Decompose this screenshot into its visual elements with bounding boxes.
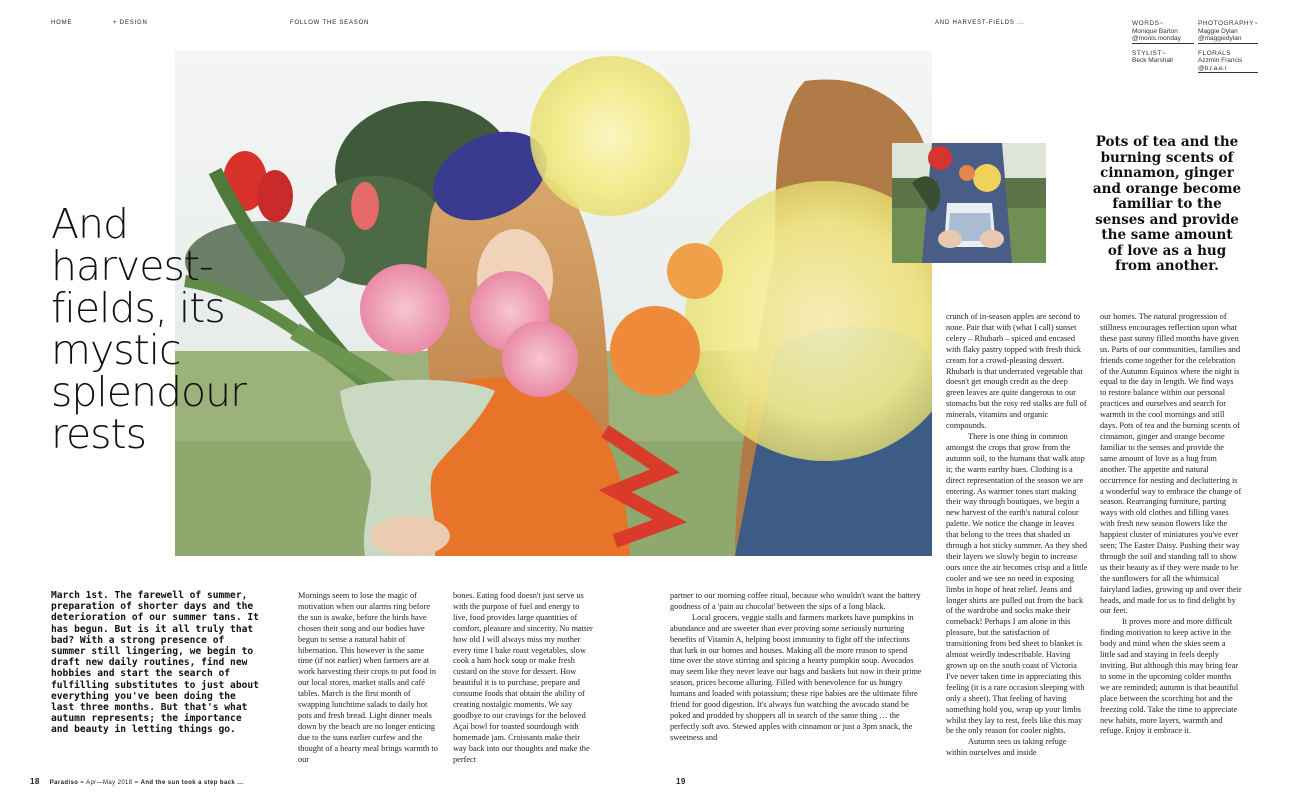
paragraph: It proves more and more difficult finding motivation to keep active in the body and mind when the skies seem a little sad and staying in feels deeply inviting. But although this may bring fear to some in the upcoming colder months we are reminded; autumn is that beautiful place between the scorching hot and the freezing cold. Take the time to appreciate new habits, more layers, warmth and refuge. Enjoy it embrace it. bbox=[1100, 617, 1239, 736]
main-photo bbox=[175, 51, 932, 556]
stylist-name: Beck Marshall bbox=[1132, 57, 1173, 64]
paragraph: Mornings seem to lose the magic of motivation when our alarms ring before the sun is awake, before the birds have chosen their song and our bodies have begun to sense a natural habit of hibernation. This however is the same time (if not earlier) when farmers are at work harvesting their crops to put food in our local stores, market stalls and café tables. March is the first month of swapping lunchtime salads to daily hot pots and fresh bread. Light dinner meals down by the beach are no longer enticing due to the suns earlier curfew and the thought of a hearty meal brings warmth to our bbox=[298, 591, 438, 764]
nav-series: FOLLOW THE SEASON bbox=[290, 20, 370, 26]
headline-line: splendour bbox=[51, 368, 246, 416]
headline bbox=[51, 200, 281, 458]
paragraph: Autumn sees us taking refuge within ourselves and inside bbox=[946, 737, 1067, 758]
headline-line: fields, its bbox=[51, 284, 225, 332]
paragraph: our homes. The natural progression of stillness encourages reflection upon what these past sunny filled months have given us. Parts of our communities, families and friends come together for the celebration of the Autumn Equinox where the night is equal to the day in length. We find ways to restore balance within our personal practices and ourselves and search for warmth in the cool mornings and still days. Pots of tea and the burning scents of cinnamon, ginger and orange become familiar to the senses and provide the same amount of love as a hug from another. The appetite and natural occurrence for nesting and decluttering is a wonderful way to embrace the change of season. Rearranging furniture, parting ways with old clothes and filling vases with fresh new season flowers like the happiest cluster of miniatures you've ever seen; The Easter Daisy. Pushing their way through the soil and standing tall to show us their beauty as if they were made to be the sunflowers for all the whimsical fairyland ladies, growing up and over their heads, and made for us to find delight by our feet. bbox=[1100, 312, 1242, 616]
stylist-label: STYLIST~ bbox=[1132, 49, 1167, 57]
words-name: Monique Barton bbox=[1132, 27, 1178, 35]
nav-home[interactable]: HOME bbox=[51, 20, 73, 26]
body-column-3 bbox=[670, 591, 923, 744]
body-column-4 bbox=[946, 312, 1088, 759]
words-label: WORDS~ bbox=[1132, 20, 1164, 27]
page-number-right: 19 bbox=[676, 777, 686, 786]
lead-paragraph: March 1st. The farewell of summer, preparation of shorter days and the deterioration of our summer tans. It has begun. But is it all truly that bad? With a strong presence of summer still lingering, we begin to draft new daily routines, find new hobbies and start the search of fulfilling substitutes to just about everything you've been doing the last three months. But that's what autumn represents; the importance and beauty in letting things go. bbox=[51, 590, 259, 736]
paragraph: crunch of in-season apples are second to none. Pair that with (what I call) sunset celery – Rhubarb – spiced and encased with flaky pastry topped with fresh thick cream for a crowd-pleasing dessert. Rhubarb is that underrated vegetable that doesn't get enough credit as the deep green leaves are quite dangerous to our stomachs but the rosy red stalks are full of minerals, vitamins and organic compounds. bbox=[946, 312, 1087, 431]
pull-quote: Pots of tea and the burning scents of cinnamon, ginger and orange become familiar to the senses and provide the same amount of love as a hug from another. bbox=[1092, 134, 1242, 274]
paragraph: bones. Eating food doesn't just serve us with the purpose of fuel and energy to live, food provides large quantities of comfort, pleasure and sincerity. No matter how old I will always miss my mother every time I bake roast vegetables, slow cook a ham hock soup or make fresh custard on the stove for dessert. How beautiful it is to purchase, prepare and consume foods that obtain the ability of creating nostalgic moments. We say goodbye to our cravings for the beloved Açaí bowl for toasted sourdough with homemade jam. Croissants make their way back into our thoughts and make the perfect bbox=[453, 591, 593, 764]
magazine-name: Paradiso bbox=[49, 780, 79, 786]
paragraph: Local grocers, veggie stalls and farmers markets have pumpkins in abundance and are sweeter than ever proving some seriously nurturing benefits of Vitamin A, helping boost immunity to fight off the infections that lurk in our homes and houses. Making all the more reason to spend time over the stove stirring and spicing a hearty pumpkin soup. Avocados may seem like they never leave our bags and baskets but now in their prime season, prices become alluring. Filled with benevolence for us hungry humans and loaded with potassium; these ripe babies are the ultimate fibre friend for good digestion. It's always fun watching the avocado stand be poked and prodded by shoppers all in search of the same thing … the perfectly soft avo. Stewed apples with cinnamon or just a 3pm snack, the sweetness and bbox=[670, 612, 922, 742]
body-column-2 bbox=[453, 591, 595, 766]
headline-line: harvest- bbox=[51, 242, 213, 290]
issue-date: Apr—May 2018 bbox=[86, 780, 133, 786]
paragraph: There is one thing in common amongst the crops that grow from the autumn soil, to the humans that walk atop it; the warm earthy hues. Clothing is a direct representation of the season we are entering. As warmer tones start making their way through boutiques, we begin a new harvest of the earth's natural colour palette. We notice the change in leaves that belong to the trees that shaded us through a hot sticky summer. As they shed their layers we slowly begin to increase ours once the air becomes crisp and a little cooler and we see no need in exposing limbs in hope of heat relief. Jeans and longer shirts are pulled out from the back of the wardrobe and socks make their comeback! Perhaps I am alone in this pleasure, but the satisfaction of transitioning from bed sheet to blanket is almost weirdly indescribable. Having grown up on the south coast of Victoria I've never taken time in appreciating this feeling (it is a rare occasion sleeping with only a sheet). That feeling of having something hold you, wrap up your limbs whilst they lay to rest, feels like this may be the only reason for cooler nights. bbox=[946, 431, 1088, 736]
photo-label: PHOTOGRAPHY~ bbox=[1198, 20, 1259, 27]
headline-line: rests bbox=[51, 410, 146, 458]
body-column-5 bbox=[1100, 312, 1242, 737]
body-column-1 bbox=[298, 591, 440, 766]
footer-left: 18 Paradiso = Apr—May 2018 = And the sun took a step back ... bbox=[30, 777, 244, 786]
words-handle[interactable]: @monis.monday bbox=[1132, 35, 1194, 44]
page-number-left: 18 bbox=[30, 777, 40, 786]
florals-handle[interactable]: @b.r.a.e.r bbox=[1198, 65, 1258, 74]
inset-photo-illustration bbox=[892, 143, 1046, 263]
headline-line: mystic bbox=[51, 326, 181, 374]
florals-label: FLORALS bbox=[1198, 49, 1232, 57]
headline-line: And bbox=[51, 200, 129, 248]
nav-story: AND HARVEST-FIELDS ... bbox=[935, 20, 1025, 26]
main-photo-illustration bbox=[175, 51, 932, 556]
photo-handle[interactable]: @maggiedylan bbox=[1198, 35, 1258, 44]
nav-section[interactable]: + DESIGN bbox=[113, 20, 148, 26]
photo-name: Maggie Dylan bbox=[1198, 27, 1238, 35]
inset-photo bbox=[892, 143, 1046, 263]
florals-name: Azzmin Francis bbox=[1198, 57, 1243, 64]
credits-left bbox=[1132, 20, 1194, 65]
paragraph: partner to our morning coffee ritual, because who wouldn't want the battery goodness of a 'pain au chocolat' between the sips of a long black. bbox=[670, 591, 921, 611]
credits-right bbox=[1198, 20, 1258, 73]
story-title: And the sun took a step back ... bbox=[140, 780, 244, 786]
